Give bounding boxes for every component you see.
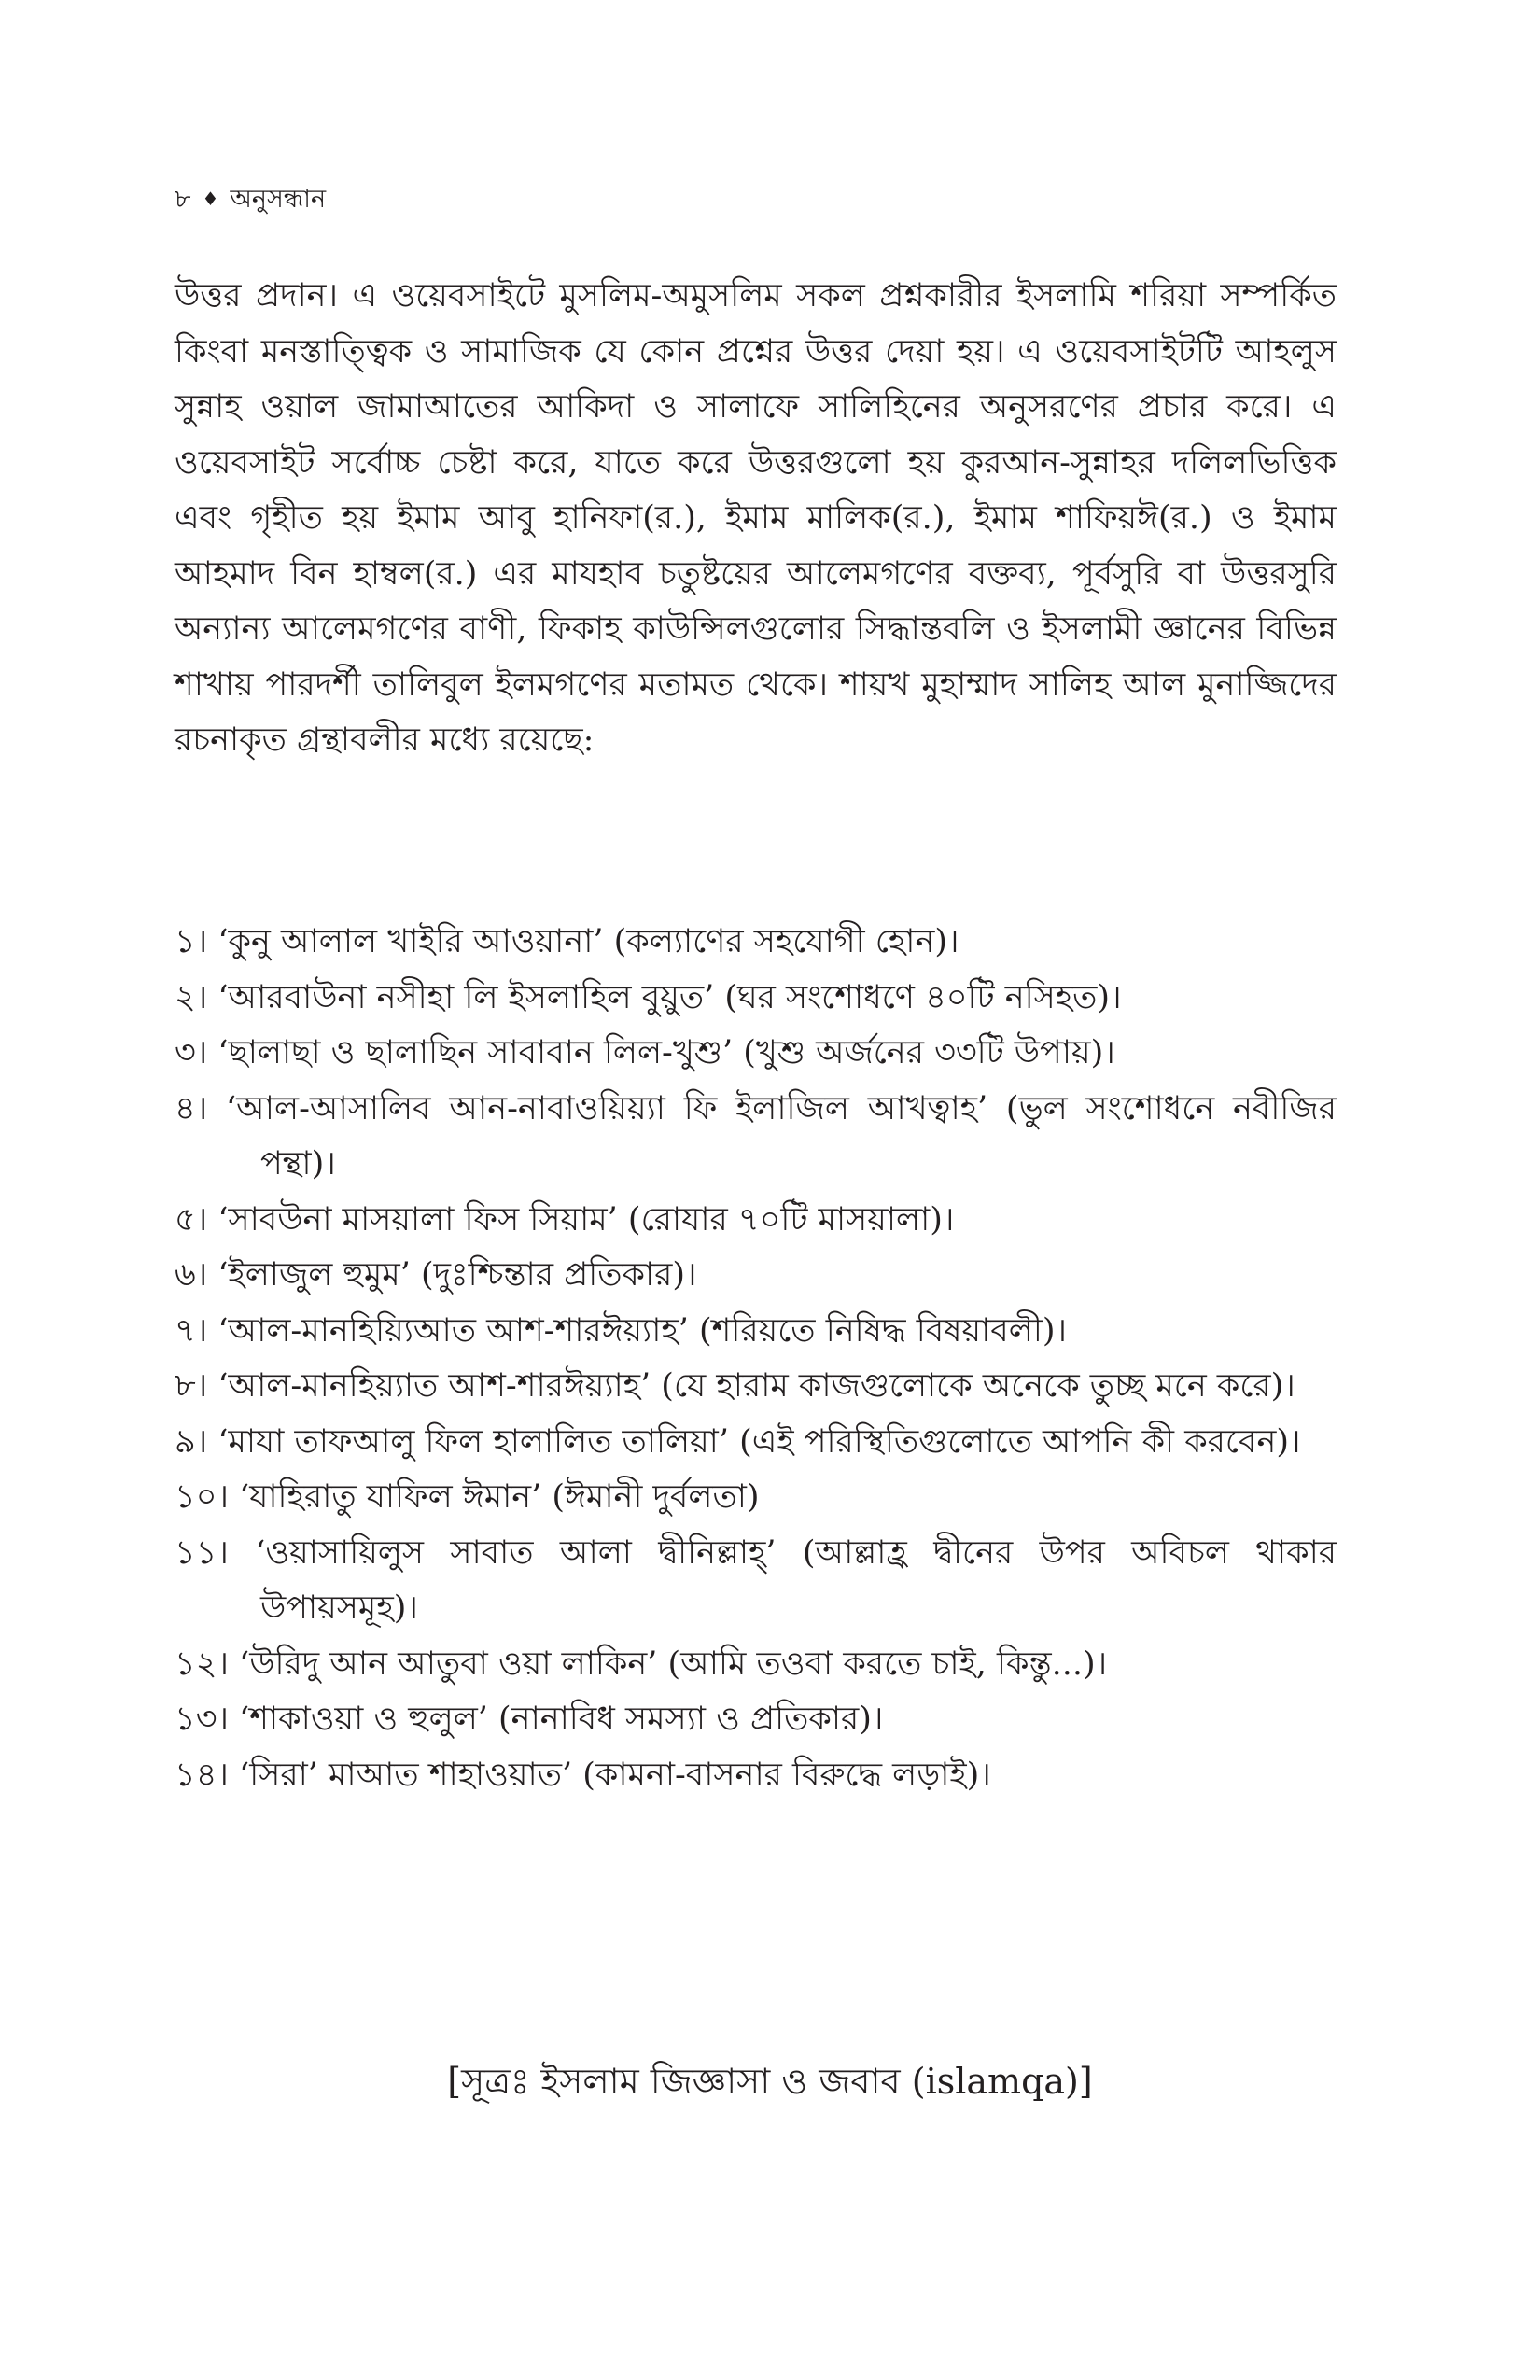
list-item: ১৪। ‘সিরা’ মাআত শাহাওয়াত’ (কামনা-বাসনার বিরুদ্ধে লড়াই)। <box>175 1756 991 1794</box>
list-item: ৫। ‘সাবউনা মাসয়ালা ফিস সিয়াম’ (রোযার ৭০টি মাসয়ালা)। <box>175 1200 955 1239</box>
list-item: ৯। ‘মাযা তাফআলু ফিল হালালিত তালিয়া’ (এই পরিস্থিতিগুলোতে আপনি কী করবেন)। <box>175 1422 1301 1461</box>
list-item: ৬। ‘ইলাজুল হুমুম’ (দুঃশ্চিন্তার প্রতিকার)। <box>175 1256 697 1294</box>
list-item: ৮। ‘আল-মানহিয়্যাত আশ-শারঈয়্যাহ’ (যে হারাম কাজগুলোকে অনেকে তুচ্ছ মনে করে)। <box>175 1367 1295 1405</box>
page-number: ৮ <box>175 185 191 214</box>
list-item: ৭। ‘আল-মানহিয়্যিআত আশ-শারঈয়্যাহ’ (শরিয়তে নিষিদ্ধ বিষয়াবলী)। <box>175 1311 1068 1350</box>
diamond-separator-icon: ♦ <box>202 188 219 210</box>
list-item: ৩। ‘ছালাছা ও ছালাছিন সাবাবান লিল-খুশু’ (খুশু অর্জনের ৩৩টি উপায়)। <box>175 1034 1115 1071</box>
list-item: ১৩। ‘শাকাওয়া ও হুলুল’ (নানাবিধ সমস্যা ও প্রতিকার)। <box>175 1701 884 1738</box>
list-item: ১। ‘কুনু আলাল খাইরি আওয়ানা’ (কল্যাণের সহযোগী হোন)। <box>175 923 959 960</box>
list-item: ১১। ‘ওয়াসায়িলুস সাবাত আলা দ্বীনিল্লাহ্’ (আল্লাহ্র দ্বীনের উপর অবিচল থাকার উপায়সমূহ)। <box>175 1533 1337 1627</box>
source-citation: [সূত্রঃ ইসলাম জিজ্ঞাসা ও জবাব (islamqa)] <box>447 2061 1093 2102</box>
list-item: ১২। ‘উরিদু আন আতুবা ওয়া লাকিন’ (আমি তওবা করতে চাই, কিন্তু...)। <box>175 1645 1108 1683</box>
running-header <box>175 183 326 216</box>
book-title: অনুসন্ধান <box>230 185 327 214</box>
list-item: ৪। ‘আল-আসালিব আন-নাবাওয়িয়্যা ফি ইলাজিল আখত্বাহ’ (ভুল সংশোধনে নবীজির পন্থা)। <box>175 1089 1337 1183</box>
book-list <box>175 915 1337 1803</box>
list-item: ১০। ‘যাহিরাতু যাফিল ঈমান’ (ঈমানী দুর্বলতা) <box>175 1478 760 1516</box>
list-item: ২। ‘আরবাউনা নসীহা লি ইসলাহিল বুয়ুত’ (ঘর সংশোধণে ৪০টি নসিহত)। <box>175 978 1122 1016</box>
body-paragraph: উত্তর প্রদান। এ ওয়েবসাইটে মুসলিম-অমুসলিম সকল প্রশ্নকারীর ইসলামি শরিয়া সম্পর্কিত কিংবা মনস্তাত্ত্বিক ও সামাজিক যে কোন প্রশ্নের উত্তর দেয়া হয়। এ ওয়েবসাইটটি আহলুস সুন্নাহ ওয়াল জামাআতের আকিদা ও সালাফে সালিহিনের অনুসরণের প্রচার করে। এ ওয়েবসাইট সর্বোচ্চ চেষ্টা করে, যাতে করে উত্তরগুলো হয় কুরআন-সুন্নাহর দলিলভিত্তিক এবং গৃহীত হয় ইমাম আবু হানিফা(র.), ইমাম মালিক(র.), ইমাম শাফিয়ঈ(র.) ও ইমাম আহমাদ বিন হাম্বল(র.) এর মাযহাব চতুষ্টয়ের আলেমগণের বক্তব্য, পূর্বসুরি বা উত্তরসুরি অন্যান্য আলেমগণের বাণী, ফিকাহ কাউন্সিলগুলোর সিদ্ধান্তবলি ও ইসলামী জ্ঞানের বিভিন্ন শাখায় পারদর্শী তালিবুল ইলমগণের মতামত থেকে। শায়খ মুহাম্মাদ সালিহ আল মুনাজ্জিদের রচনাকৃত গ্রন্থাবলীর মধ্যে রয়েছে: <box>175 277 1337 759</box>
